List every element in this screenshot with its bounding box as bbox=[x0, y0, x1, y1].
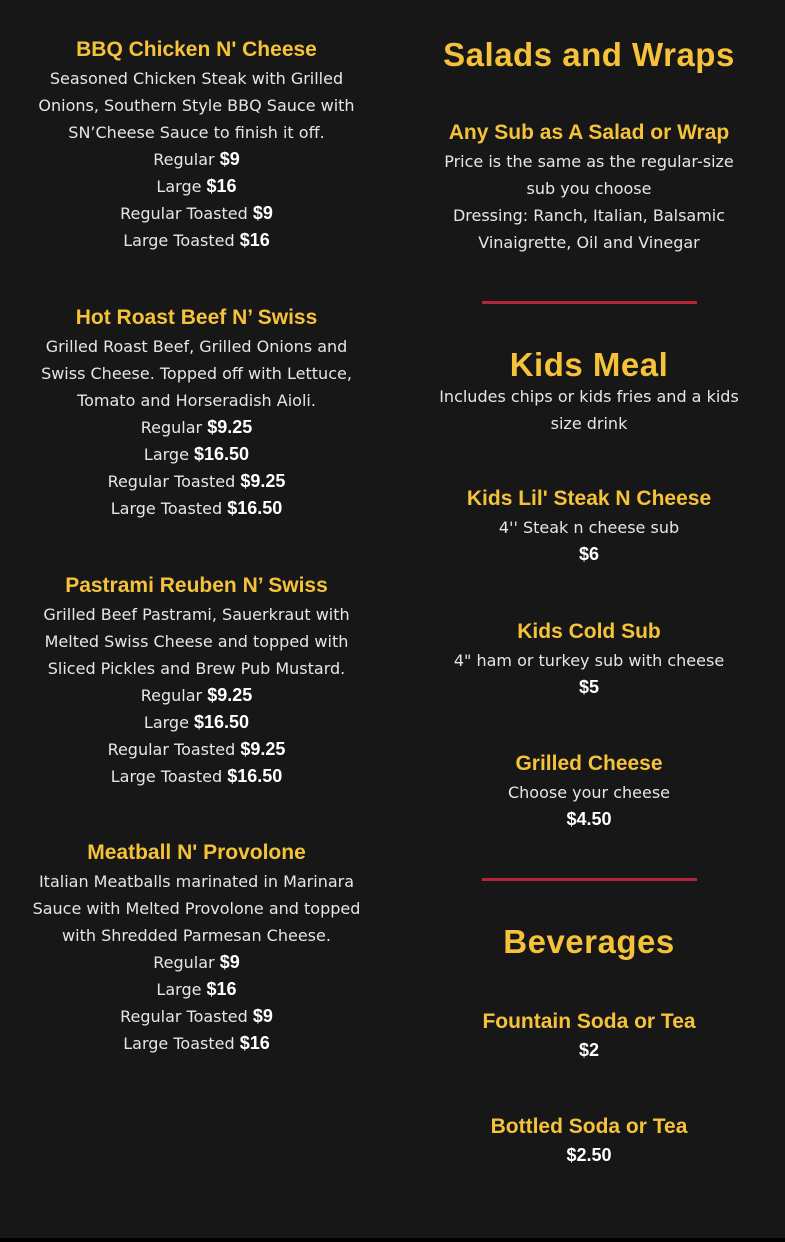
price-amount: $5 bbox=[578, 677, 600, 697]
section-heading-salads: Salads and Wraps bbox=[443, 36, 735, 73]
price-amount: $16 bbox=[239, 230, 270, 250]
price-label: Large bbox=[143, 445, 189, 464]
price-regular bbox=[0, 414, 393, 441]
price-amount: $2.50 bbox=[566, 1145, 612, 1165]
price-label: Large Toasted bbox=[123, 231, 235, 250]
menu-item-title: Fountain Soda or Tea bbox=[482, 1010, 696, 1033]
section-heading-beverages: Beverages bbox=[503, 923, 675, 960]
price-large bbox=[0, 173, 393, 200]
price-amount: $9.25 bbox=[207, 685, 253, 705]
menu-item-title: Kids Lil' Steak N Cheese bbox=[466, 487, 712, 510]
price-amount: $16 bbox=[239, 1033, 270, 1053]
menu-item-fountain-soda bbox=[393, 1008, 785, 1064]
menu-item-description: Price is the same as the regular-size sub you choose bbox=[444, 152, 734, 198]
menu-item-title: Any Sub as A Salad or Wrap bbox=[448, 121, 730, 144]
price-amount: $16.50 bbox=[194, 712, 250, 732]
menu-item-description: Italian Meatballs marinated in Marinara Sauce with Melted Provolone and topped with Shredded Parmesan Cheese. bbox=[32, 872, 361, 945]
menu-item-description: Seasoned Chicken Steak with Grilled Onions, Southern Style BBQ Sauce with SN’Cheese Sauce to finish it off. bbox=[38, 69, 355, 142]
section-heading-kids: Kids Meal bbox=[509, 346, 669, 383]
price-regular-toasted bbox=[0, 736, 393, 763]
price-large bbox=[0, 441, 393, 468]
price-label: Large bbox=[156, 177, 202, 196]
price-amount: $16 bbox=[206, 176, 237, 196]
menu-item-title: Grilled Cheese bbox=[515, 752, 663, 775]
menu-item-title: Meatball N' Provolone bbox=[87, 841, 306, 864]
price-amount: $16.50 bbox=[227, 766, 283, 786]
price-amount: $9 bbox=[252, 1006, 273, 1026]
price-amount: $9.25 bbox=[207, 417, 253, 437]
menu-item-bbq-chicken bbox=[0, 36, 393, 254]
price-label: Regular bbox=[153, 953, 215, 972]
price-regular-toasted bbox=[0, 1003, 393, 1030]
price-label: Regular bbox=[140, 418, 203, 437]
dressing-options: Dressing: Ranch, Italian, Balsamic Vinaigrette, Oil and Vinegar bbox=[452, 206, 726, 252]
menu-item-bottled-soda bbox=[393, 1113, 785, 1169]
price-amount: $6 bbox=[578, 544, 600, 564]
price-amount: $9.25 bbox=[240, 471, 286, 491]
price-label: Large bbox=[143, 713, 189, 732]
menu-item-pastrami-reuben bbox=[0, 572, 393, 790]
section-divider bbox=[482, 878, 697, 881]
menu-item-description: 4" ham or turkey sub with cheese bbox=[453, 651, 725, 670]
price-amount: $9.25 bbox=[240, 739, 286, 759]
price-large-toasted bbox=[0, 763, 393, 790]
price-label: Regular bbox=[140, 686, 203, 705]
menu-item-title: Kids Cold Sub bbox=[517, 620, 661, 643]
price-large bbox=[0, 709, 393, 736]
section-divider bbox=[482, 301, 697, 304]
menu-item-title: Pastrami Reuben N’ Swiss bbox=[65, 574, 328, 597]
price-regular bbox=[0, 949, 393, 976]
price-label: Large Toasted bbox=[110, 499, 223, 518]
price-large-toasted bbox=[0, 495, 393, 522]
price-label: Regular Toasted bbox=[120, 1007, 248, 1026]
menu-item-salad-or-wrap bbox=[393, 119, 785, 256]
menu-item-description: Choose your cheese bbox=[507, 783, 671, 802]
price-label: Large Toasted bbox=[123, 1034, 235, 1053]
price-amount: $4.50 bbox=[566, 809, 612, 829]
price-amount: $9 bbox=[219, 952, 240, 972]
menu-item-title: Bottled Soda or Tea bbox=[490, 1115, 688, 1138]
bottom-edge bbox=[0, 1238, 785, 1242]
kids-meal-subtitle bbox=[393, 383, 785, 437]
price-large bbox=[0, 976, 393, 1003]
price-amount: $2 bbox=[578, 1040, 600, 1060]
price-regular bbox=[0, 146, 393, 173]
menu-item-grilled-cheese bbox=[393, 750, 785, 833]
price-label: Regular Toasted bbox=[120, 204, 248, 223]
menu-item-title: Hot Roast Beef N’ Swiss bbox=[75, 306, 318, 329]
price-amount: $16.50 bbox=[227, 498, 283, 518]
price-label: Large bbox=[156, 980, 202, 999]
price-large-toasted bbox=[0, 227, 393, 254]
price-amount: $9 bbox=[252, 203, 273, 223]
price-label: Regular bbox=[153, 150, 215, 169]
price-label: Large Toasted bbox=[110, 767, 223, 786]
menu-item-meatball-provolone bbox=[0, 839, 393, 1057]
price-regular-toasted bbox=[0, 468, 393, 495]
price-label: Regular Toasted bbox=[107, 740, 236, 759]
menu-item-description: Grilled Roast Beef, Grilled Onions and Swiss Cheese. Topped off with Lettuce, Tomato and Horseradish Aioli. bbox=[41, 337, 352, 410]
menu-item-hot-roast-beef bbox=[0, 304, 393, 522]
price-amount: $16 bbox=[206, 979, 237, 999]
price-label: Regular Toasted bbox=[107, 472, 236, 491]
menu-item-title: BBQ Chicken N' Cheese bbox=[76, 38, 317, 61]
menu-item-kids-cold-sub bbox=[393, 618, 785, 701]
price-large-toasted bbox=[0, 1030, 393, 1057]
menu-item-kids-steak bbox=[393, 485, 785, 568]
price-regular bbox=[0, 682, 393, 709]
price-amount: $9 bbox=[219, 149, 240, 169]
kids-meal-includes: Includes chips or kids fries and a kids size drink bbox=[439, 387, 739, 433]
menu-item-description: 4'' Steak n cheese sub bbox=[498, 518, 680, 537]
menu-item-description: Grilled Beef Pastrami, Sauerkraut with Melted Swiss Cheese and topped with Sliced Pickles and Brew Pub Mustard. bbox=[43, 605, 350, 678]
price-amount: $16.50 bbox=[194, 444, 250, 464]
price-regular-toasted bbox=[0, 200, 393, 227]
